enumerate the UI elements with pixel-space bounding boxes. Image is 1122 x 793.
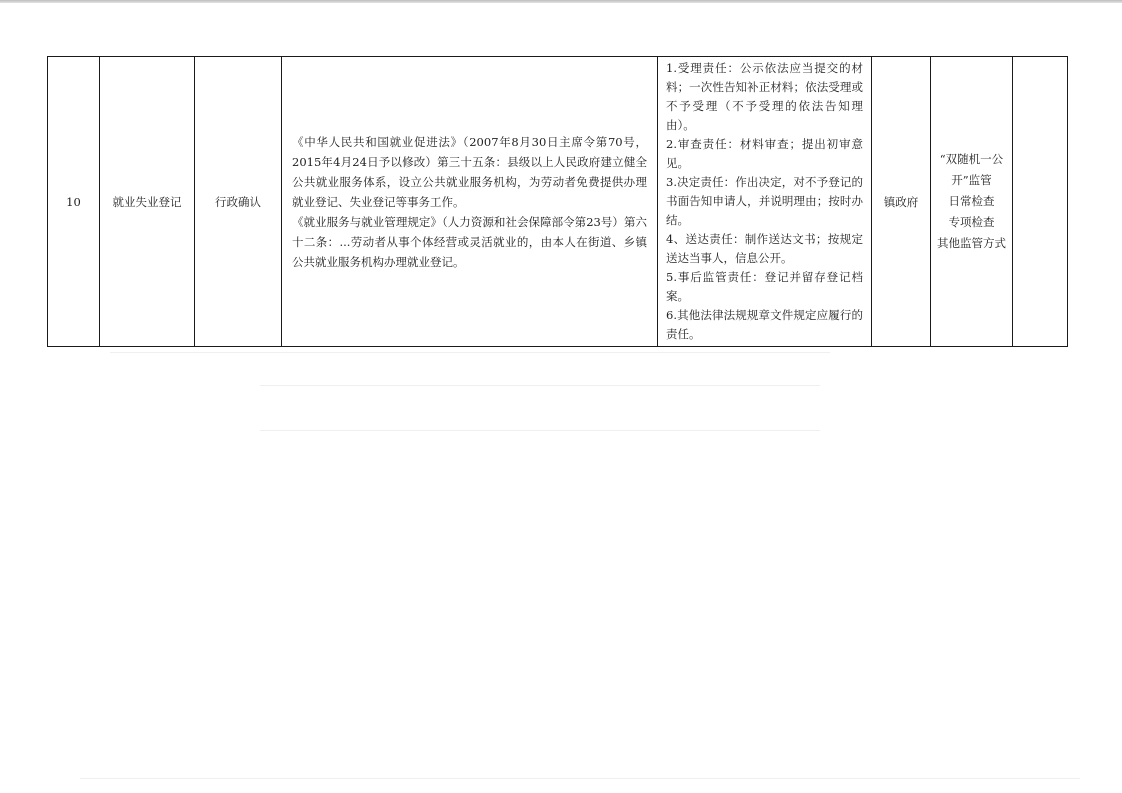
- legal-basis-cell: [282, 57, 658, 347]
- responsibility-item: 4、送达责任：制作送达文书；按规定送达当事人，信息公开。: [666, 232, 863, 265]
- show-through-line: [260, 430, 820, 431]
- row-index: 10: [66, 194, 81, 209]
- page-top-edge: [0, 0, 1122, 3]
- subject-cell: [872, 57, 931, 347]
- remark-cell: [1013, 57, 1068, 347]
- row-index-cell: [48, 57, 100, 347]
- legal-basis-paragraph: 《中华人民共和国就业促进法》（2007年8月30日主席令第70号，2015年4月24日予以修改）第三十五条：县级以上人民政府建立健全公共就业服务体系，设立公共就业服务机构，为劳动者免费提供办理就业登记、失业登记等事务工作。: [292, 134, 647, 209]
- supervision-method: 专项检查: [948, 215, 995, 229]
- supervision-method: “双随机一公开”监管: [939, 152, 1004, 187]
- table-row: [48, 57, 1068, 347]
- implementing-subject: 镇政府: [883, 194, 919, 209]
- legal-basis-paragraph: 《就业服务与就业管理规定》（人力资源和社会保障部令第23号）第六十二条：...劳动者从事个体经营或灵活就业的，由本人在街道、乡镇公共就业服务机构办理就业登记。: [292, 214, 647, 269]
- item-name-cell: [100, 57, 195, 347]
- show-through-line: [260, 385, 820, 386]
- responsibility-item: 1.受理责任：公示依法应当提交的材料；一次性告知补正材料；依法受理或不予受理（不予受理的依法告知理由）。: [666, 61, 863, 132]
- show-through-line: [110, 352, 830, 353]
- item-name: 就业失业登记: [112, 194, 182, 209]
- item-type-cell: [195, 57, 282, 347]
- item-type: 行政确认: [215, 194, 261, 209]
- responsibilities-cell: [658, 57, 872, 347]
- supervision-method: 其他监管方式: [937, 236, 1006, 250]
- responsibility-item: 2.审查责任：材料审查；提出初审意见。: [666, 137, 863, 170]
- responsibility-item: 5.事后监管责任：登记并留存登记档案。: [666, 270, 863, 303]
- supervision-cell: [931, 57, 1013, 347]
- responsibility-item: 6.其他法律法规规章文件规定应履行的责任。: [666, 308, 863, 341]
- supervision-method: 日常检查: [948, 194, 995, 208]
- responsibility-item: 3.决定责任：作出决定，对不予登记的书面告知申请人，并说明理由；按时办结。: [666, 175, 863, 227]
- power-list-table: [47, 56, 1068, 347]
- show-through-line: [80, 778, 1080, 779]
